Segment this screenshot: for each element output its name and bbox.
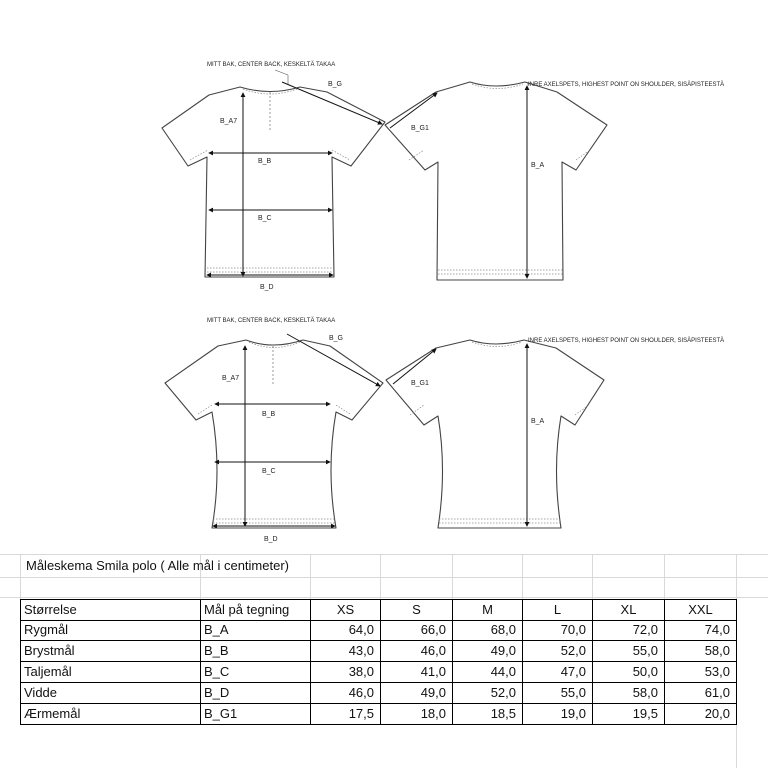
row-label[interactable]: Taljemål [24, 664, 72, 679]
label-b-a7: B_A7 [220, 118, 238, 125]
shirt-fitted-back-view [165, 334, 383, 528]
cell-value[interactable]: 68,0 [490, 622, 516, 637]
cell-value[interactable]: 74,0 [704, 622, 730, 637]
shirt-straight-front-view [385, 82, 607, 280]
header-m[interactable]: M [482, 602, 493, 617]
row-label[interactable]: Brystmål [24, 643, 75, 658]
cell-value[interactable]: 52,0 [560, 643, 586, 658]
label-b-g: B_G [328, 81, 343, 88]
cell-value[interactable]: 49,0 [490, 643, 516, 658]
label-b-a-2: B_A [531, 418, 545, 425]
sheet-title[interactable]: Måleskema Smila polo ( Alle mål i centimeter) [26, 558, 289, 573]
cell-value[interactable]: 17,5 [348, 706, 374, 721]
cell-value[interactable]: 43,0 [348, 643, 374, 658]
cell-value[interactable]: 72,0 [632, 622, 658, 637]
row-code[interactable]: B_C [204, 664, 230, 679]
label-b-a7-2: B_A7 [222, 375, 240, 382]
shirt-fitted-front-view [386, 340, 604, 528]
label-b-d: B_D [260, 284, 274, 291]
header-size[interactable]: Størrelse [24, 602, 77, 617]
spreadsheet [0, 554, 768, 768]
header-s[interactable]: S [412, 602, 421, 617]
label-b-g-2: B_G [329, 335, 344, 342]
cell-value[interactable]: 50,0 [632, 664, 658, 679]
cell-value[interactable]: 55,0 [632, 643, 658, 658]
center-back-note-2: MITT BAK, CENTER BACK, KESKELTÄ TAKAA [207, 318, 336, 324]
row-code[interactable]: B_B [204, 643, 229, 658]
header-xs[interactable]: XS [336, 602, 355, 617]
cell-value[interactable]: 38,0 [348, 664, 374, 679]
cell-value[interactable]: 70,0 [560, 622, 586, 637]
row-code[interactable]: B_A [204, 622, 229, 637]
shirt-straight-back-view [162, 70, 385, 277]
row-label[interactable]: Vidde [24, 685, 58, 700]
cell-value[interactable]: 64,0 [348, 622, 374, 637]
center-back-note: MITT BAK, CENTER BACK, KESKELTÄ TAKAA [207, 62, 336, 68]
label-b-g1: B_G1 [411, 125, 429, 132]
cell-value[interactable]: 20,0 [704, 706, 730, 721]
header-drawing-measure[interactable]: Mål på tegning [204, 602, 290, 617]
header-xl[interactable]: XL [620, 602, 637, 617]
cell-value[interactable]: 52,0 [490, 685, 516, 700]
cell-value[interactable]: 61,0 [704, 685, 730, 700]
cell-value[interactable]: 18,0 [420, 706, 446, 721]
header-l[interactable]: L [553, 602, 562, 617]
label-b-b: B_B [258, 158, 272, 165]
cell-value[interactable]: 18,5 [490, 706, 516, 721]
cell-value[interactable]: 66,0 [420, 622, 446, 637]
label-b-a: B_A [531, 162, 545, 169]
cell-value[interactable]: 58,0 [632, 685, 658, 700]
label-b-b-2: B_B [262, 411, 276, 418]
shoulder-point-note-2: INRE AXELSPETS, HIGHEST POINT ON SHOULDER, SISÄPISTEESTÄ [528, 338, 725, 344]
shoulder-point-note: INRE AXELSPETS, HIGHEST POINT ON SHOULDER, SISÄPISTEESTÄ [528, 82, 725, 88]
row-code[interactable]: B_G1 [204, 706, 238, 721]
label-b-g1-2: B_G1 [411, 380, 429, 387]
cell-value[interactable]: 46,0 [348, 685, 374, 700]
cell-value[interactable]: 49,0 [420, 685, 446, 700]
cell-value[interactable]: 47,0 [560, 664, 586, 679]
cell-value[interactable]: 41,0 [420, 664, 446, 679]
row-label[interactable]: Rygmål [24, 622, 69, 637]
cell-value[interactable]: 19,0 [560, 706, 586, 721]
label-b-c-2: B_C [262, 468, 276, 475]
row-code[interactable]: B_D [204, 685, 230, 700]
label-b-c: B_C [258, 215, 272, 222]
row-label[interactable]: Ærmemål [24, 706, 81, 721]
cell-value[interactable]: 19,5 [632, 706, 658, 721]
cell-value[interactable]: 58,0 [704, 643, 730, 658]
label-b-d-2: B_D [264, 536, 278, 543]
cell-value[interactable]: 44,0 [490, 664, 516, 679]
cell-value[interactable]: 53,0 [704, 664, 730, 679]
header-xxl[interactable]: XXL [688, 602, 713, 617]
cell-value[interactable]: 55,0 [560, 685, 586, 700]
cell-value[interactable]: 46,0 [420, 643, 446, 658]
